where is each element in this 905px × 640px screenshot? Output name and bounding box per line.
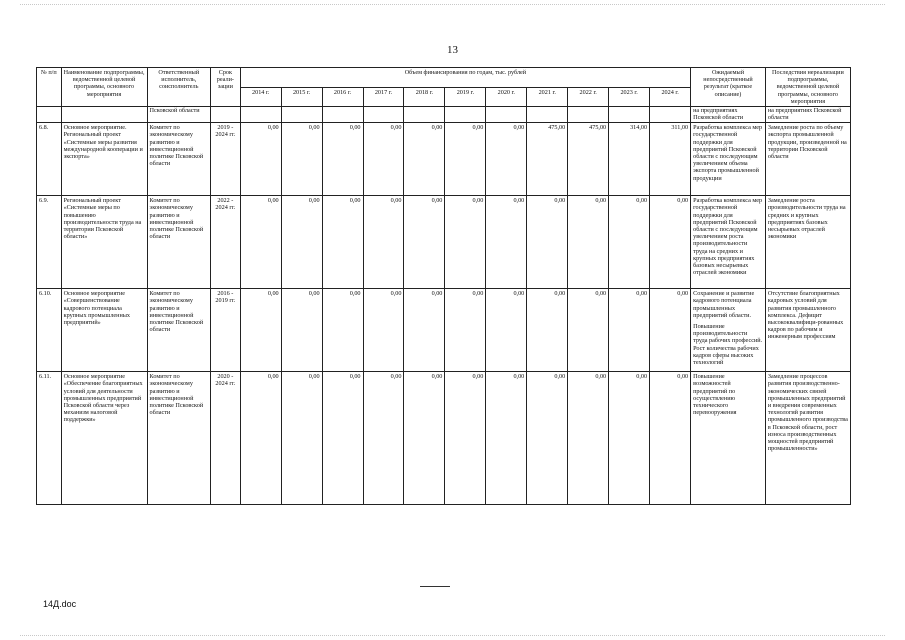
cell-value: 0,00 [609, 196, 650, 289]
cell-consequence: Замедление процессов развития производственно-экономических связей промышленных предприятий и внедрения современных технологий развития промышленного производства в Псковской области, рост износа производственных мощностей предприятий промышленности» [765, 372, 850, 505]
cell-value: 314,00 [609, 123, 650, 196]
cell-value: 0,00 [445, 289, 486, 372]
table-row [37, 196, 851, 289]
cell-responsible: Комитет по экономическому развитию и инвестиционной политике Псковской области [147, 123, 210, 196]
cell-responsible: Комитет по экономическому развитию и инвестиционной политике Псковской области [147, 372, 210, 505]
cell-value: 0,00 [445, 196, 486, 289]
header-row-1 [37, 68, 851, 88]
header-year: 2017 г. [363, 87, 404, 107]
header-year: 2023 г. [609, 87, 650, 107]
footer-divider [420, 586, 450, 587]
cell-value: 0,00 [404, 289, 445, 372]
cell-value: 0,00 [404, 196, 445, 289]
cell-term: 2016 - 2019 гг. [211, 289, 241, 372]
cell-value: 0,00 [568, 372, 609, 505]
table-row [37, 289, 851, 372]
cell-result: Повышение возможностей предприятий по осуществлению технического перевооружения [691, 372, 766, 505]
header-year: 2015 г. [281, 87, 322, 107]
header-responsible: Ответственный исполнитель, соисполнитель [147, 68, 210, 107]
cell-value: 0,00 [486, 123, 527, 196]
cell-value: 0,00 [486, 196, 527, 289]
cell-value: 0,00 [527, 289, 568, 372]
cell-consequence: Замедление роста по объему экспорта промышленной продукции, произведенной на территории Псковской области [765, 123, 850, 196]
cell-value: 0,00 [445, 372, 486, 505]
cell-value: 0,00 [650, 372, 691, 505]
cell-responsible: Псковской области [147, 107, 210, 123]
cell-consequence: Отсутствие благоприятных кадровых условий для развития промышленного комплекса. Дефицит высококвалифици-рованных кадров по рабочим и инженерным профессиям [765, 289, 850, 372]
cell-value: 0,00 [322, 372, 363, 505]
table-row [37, 123, 851, 196]
scan-noise-top [20, 4, 885, 5]
cell-value: 0,00 [486, 372, 527, 505]
cell-name: Региональный проект «Системные меры по повышению производительности труда на территории Псковской области» [61, 196, 147, 289]
cell-value: 0,00 [240, 123, 281, 196]
cell-value: 0,00 [363, 196, 404, 289]
header-funding: Объем финансирования по годам, тыс. рублей [240, 68, 690, 88]
cell-value: 311,00 [650, 123, 691, 196]
cell-value: 0,00 [322, 196, 363, 289]
cell-value: 0,00 [281, 123, 322, 196]
cell-name: Основное мероприятие «Обеспечение благоприятных условий для деятельности промышленных предприятий Псковской области через механизм налоговой поддержки» [61, 372, 147, 505]
cell-value: 0,00 [281, 289, 322, 372]
cell-value: 0,00 [650, 289, 691, 372]
cell-result-text: Сохранение и развитие кадрового потенциала промышленных предприятий области. [693, 290, 755, 319]
cell-value: 0,00 [240, 372, 281, 505]
cell-name: Основное мероприятие «Совершенствование кадрового потенциала крупных промышленных предприятий» [61, 289, 147, 372]
header-year: 2022 г. [568, 87, 609, 107]
cell-result [691, 289, 766, 372]
cell-value: 0,00 [240, 196, 281, 289]
cell-consequence: Замедление роста производительности труда на средних и крупных предприятиях базовых несырьевых отраслей экономики [765, 196, 850, 289]
cell-result: Разработка комплекса мер государственной поддержки для предприятий Псковской области с последующим увеличением роста производительности труда на средних и крупных предприятиях базовых несырьевых отраслей экономики [691, 196, 766, 289]
cell-value: 0,00 [240, 289, 281, 372]
cell-responsible: Комитет по экономическому развитию и инвестиционной политике Псковской области [147, 196, 210, 289]
cell-value: 0,00 [322, 289, 363, 372]
cell-term: 2019 - 2024 гг. [211, 123, 241, 196]
cell-value: 0,00 [363, 372, 404, 505]
cell-value: 0,00 [363, 289, 404, 372]
cell-value: 0,00 [363, 123, 404, 196]
header-year: 2021 г. [527, 87, 568, 107]
cell-value: 0,00 [445, 123, 486, 196]
page-number: 13 [447, 44, 458, 56]
cell-num: 6.8. [37, 123, 62, 196]
scan-noise-bottom [20, 635, 885, 636]
cell-value: 475,00 [527, 123, 568, 196]
cell-num: 6.9. [37, 196, 62, 289]
header-result: Ожидаемый непосредственный результат (краткое описание) [691, 68, 766, 107]
cell-value: 0,00 [609, 289, 650, 372]
table-row [37, 372, 851, 505]
cell-value: 0,00 [650, 196, 691, 289]
cell-result-text-extra: Повышение производительности труда рабочих профессий. Рост количества рабочих кадров сферы высоких технологий [693, 323, 763, 367]
cell-value: 0,00 [322, 123, 363, 196]
cell-result [691, 123, 766, 196]
cell-num: 6.10. [37, 289, 62, 372]
cell-value: 0,00 [281, 196, 322, 289]
cell-consequence: на предприятиях Псковской области [765, 107, 850, 123]
header-year: 2018 г. [404, 87, 445, 107]
cell-value: 0,00 [568, 289, 609, 372]
cell-value: 0,00 [486, 289, 527, 372]
cell-value: 0,00 [609, 372, 650, 505]
cell-value: 0,00 [568, 196, 609, 289]
header-num: № п/п [37, 68, 62, 107]
cell-value: 0,00 [404, 123, 445, 196]
cell-num: 6.11. [37, 372, 62, 505]
footer-filename: 14Д.doc [43, 599, 77, 609]
header-year: 2014 г. [240, 87, 281, 107]
financing-table [36, 67, 851, 505]
cell-value: 0,00 [404, 372, 445, 505]
header-consequence: Последствия нереализации подпрограммы, ведомственной целевой программы, основного мероприятия [765, 68, 850, 107]
table-row-continuation [37, 107, 851, 123]
header-year: 2020 г. [486, 87, 527, 107]
header-year: 2019 г. [445, 87, 486, 107]
cell-value: 475,00 [568, 123, 609, 196]
cell-result-text: Разработка комплекса мер государственной поддержки для предприятий Псковской области с последующим увеличением объема экспорта промышленной продукции [693, 124, 763, 182]
cell-term: 2020 - 2024 гг. [211, 372, 241, 505]
header-term: Срок реали-зации [211, 68, 241, 107]
header-year: 2016 г. [322, 87, 363, 107]
header-year: 2024 г. [650, 87, 691, 107]
cell-responsible: Комитет по экономическому развитию и инвестиционной политике Псковской области [147, 289, 210, 372]
cell-value: 0,00 [281, 372, 322, 505]
header-name: Наименование подпрограммы, ведомственной целевой программы, основного мероприятия [61, 68, 147, 107]
cell-value: 0,00 [527, 372, 568, 505]
cell-name: Основное мероприятие. Региональный проект «Системные меры развития международной кооперации и экспорта» [61, 123, 147, 196]
cell-result: на предприятиях Псковской области [691, 107, 766, 123]
cell-value: 0,00 [527, 196, 568, 289]
cell-term: 2022 - 2024 гг. [211, 196, 241, 289]
